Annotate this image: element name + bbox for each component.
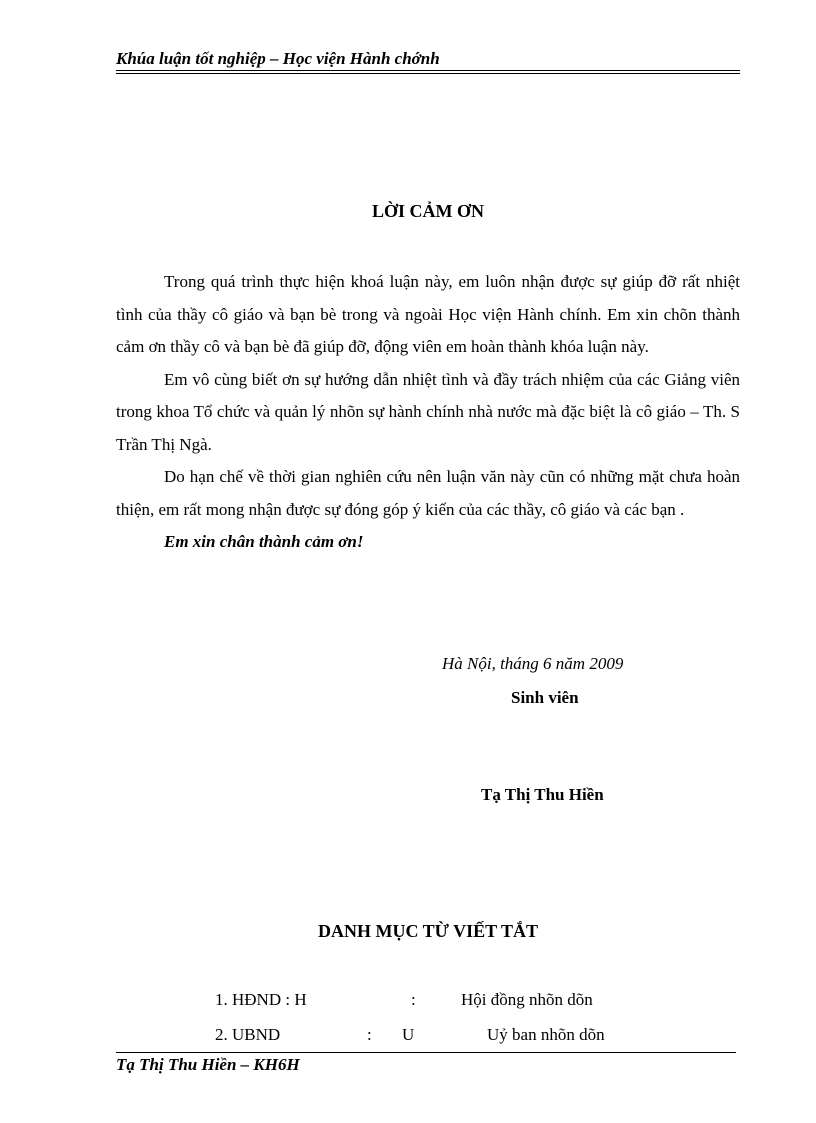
place-date: Hà Nội, tháng 6 năm 2009 [442,654,624,673]
page-footer: Tạ Thị Thu Hiền – KH6H [116,1055,300,1074]
paragraph-1: Trong quá trình thực hiện khoá luận này, em luôn nhận được sự giúp đỡ rất nhiệt tình của thầy cô giáo và bạn bè trong và ngoài Học viện Hành chính. Em xin chõn thành cảm ơn thầy cô và bạn bè đã giúp đỡ, động viên em hoàn thành khóa luận này. [116,272,740,356]
signer-label: Sinh viên [511,688,579,707]
abbreviation-row [215,1025,735,1049]
header-rule-thin [116,73,740,74]
abbreviation-row [215,990,735,1014]
abbreviation-meaning: Hội đồng nhõn dõn [461,990,593,1009]
acknowledgement-body [116,266,740,559]
paragraph-2: Em vô cùng biết ơn sự hướng dẫn nhiệt tình và đầy trách nhiệm của các Giảng viên trong khoa Tổ chức và quản lý nhõn sự hành chính nhà nước mà đặc biệt là cô giáo – Th. S Trần Thị Ngà. [116,369,740,454]
abbreviation-colon: : [411,990,416,1009]
abbreviation-letter: U [402,1025,415,1044]
abbreviation-term: 2. UBND [215,1025,281,1044]
signer-name: Tạ Thị Thu Hiền [481,785,604,804]
abbreviation-term: 1. HĐND : H [215,990,307,1009]
paragraph-3: Do hạn chế về thời gian nghiên cứu nên luận văn này cũn có những mặt chưa hoàn thiện, em rất mong nhận được sự đóng góp ý kiến của các thầy, cô giáo và các bạn . [116,467,740,519]
abbreviation-colon: : [367,1025,372,1044]
header-rule [116,70,740,71]
acknowledgement-title: LỜI CẢM ƠN [372,201,484,221]
abbreviations-title: DANH MỤC TỪ VIẾT TẮT [317,921,539,941]
closing-line: Em xin chân thành cảm ơn! [164,532,364,551]
footer-rule [116,1052,736,1053]
page-header: Khúa luận tốt nghiệp – Học viện Hành chớnh [116,49,440,68]
abbreviation-meaning: Uỷ ban nhõn dõn [487,1025,605,1044]
